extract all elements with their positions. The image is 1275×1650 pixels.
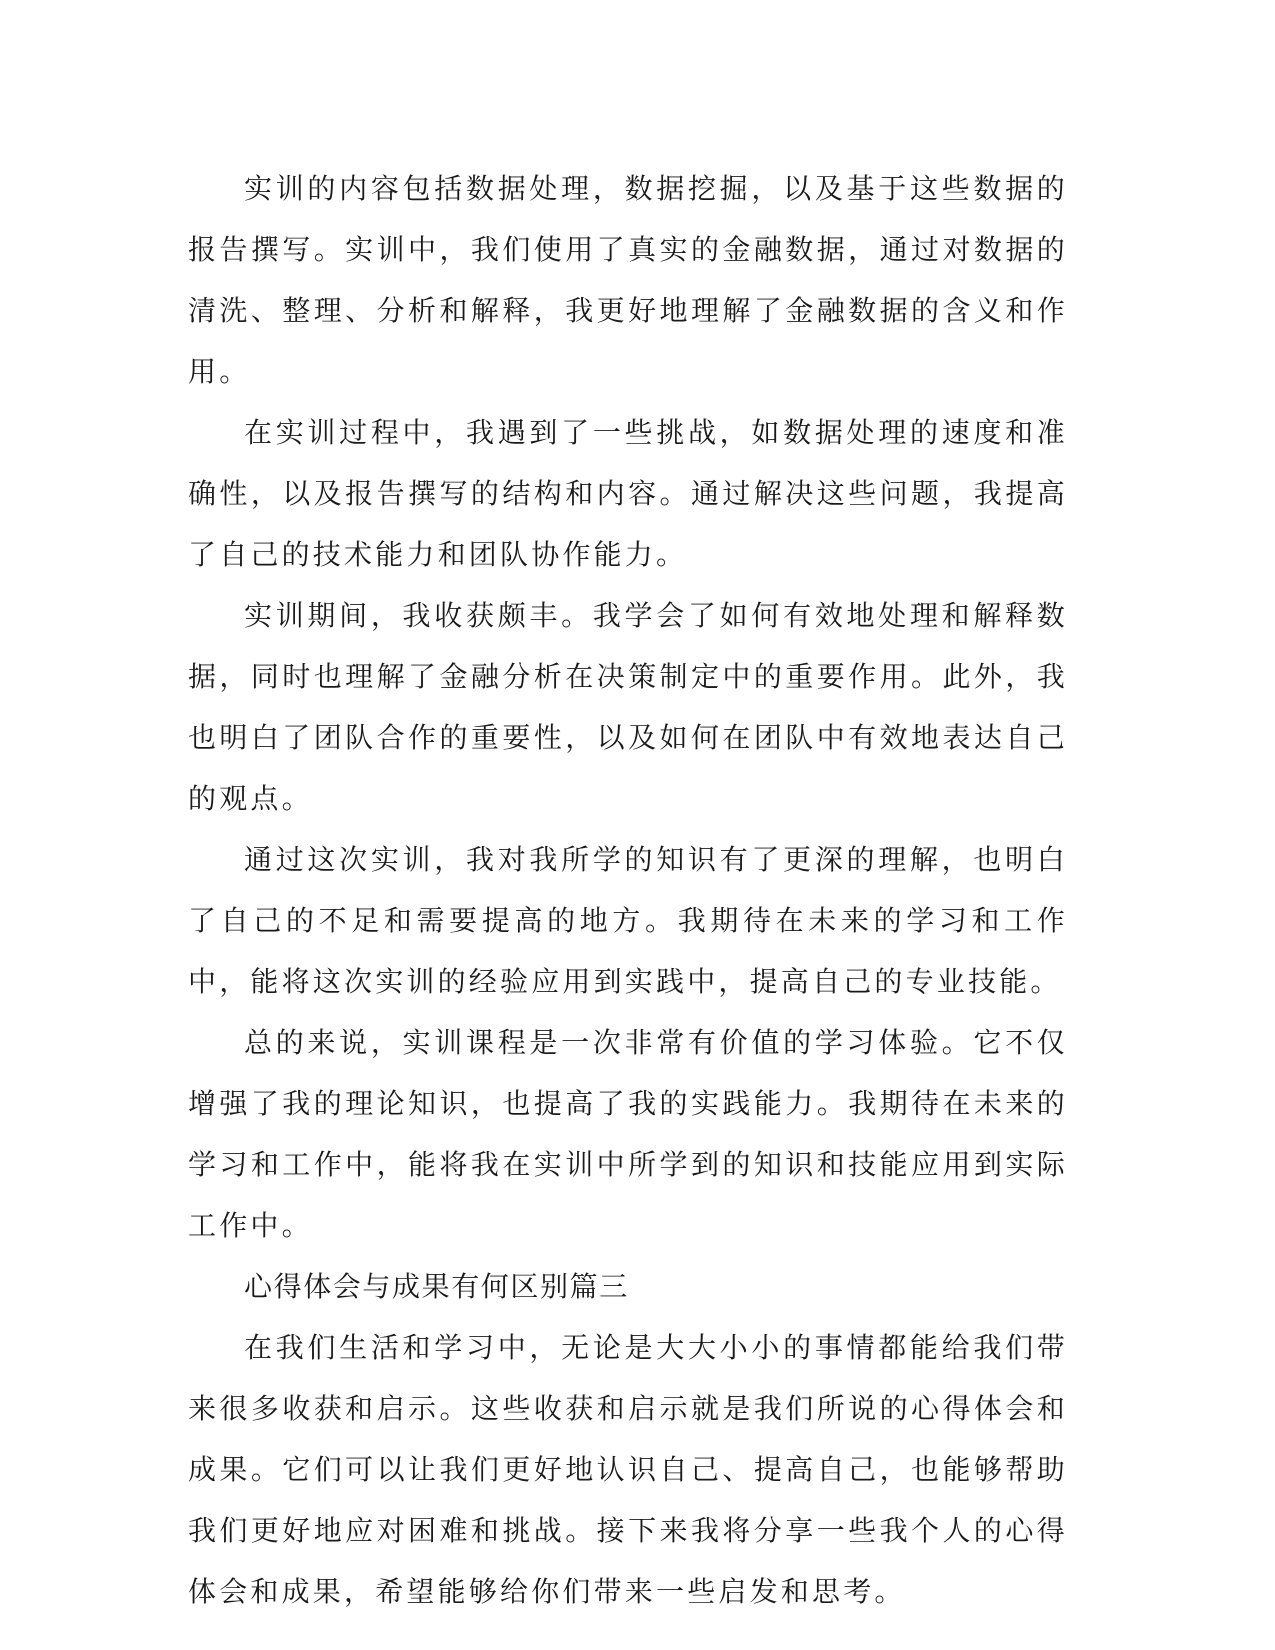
paragraph-training-content: 实训的内容包括数据处理，数据挖掘，以及基于这些数据的报告撰写。实训中，我们使用了真实的金融数据，通过对数据的清洗、整理、分析和解释，我更好地理解了金融数据的含义和作用。 <box>188 172 1068 388</box>
paragraph-challenges: 在实训过程中，我遇到了一些挑战，如数据处理的速度和准确性，以及报告撰写的结构和内容。通过解决这些问题，我提高了自己的技术能力和团队协作能力。 <box>188 416 1068 571</box>
document-body <box>188 158 1068 1622</box>
paragraph-gains: 实训期间，我收获颇丰。我学会了如何有效地处理和解释数据，同时也理解了金融分析在决策制定中的重要作用。此外，我也明白了团队合作的重要性，以及如何在团队中有效地表达自己的观点。 <box>188 599 1068 815</box>
section-heading: 心得体会与成果有何区别篇三 <box>244 1270 629 1303</box>
paragraph-understanding: 通过这次实训，我对我所学的知识有了更深的理解，也明白了自己的不足和需要提高的地方。我期待在未来的学习和工作中，能将这次实训的经验应用到实践中，提高自己的专业技能。 <box>188 843 1068 998</box>
paragraph-summary: 总的来说，实训课程是一次非常有价值的学习体验。它不仅增强了我的理论知识，也提高了我的实践能力。我期待在未来的学习和工作中，能将我在实训中所学到的知识和技能应用到实际工作中。 <box>188 1026 1068 1242</box>
paragraph-section-intro: 在我们生活和学习中，无论是大大小小的事情都能给我们带来很多收获和启示。这些收获和启示就是我们所说的心得体会和成果。它们可以让我们更好地认识自己、提高自己，也能够帮助我们更好地应对困难和挑战。接下来我将分享一些我个人的心得体会和成果，希望能够给你们带来一些启发和思考。 <box>188 1331 1068 1608</box>
